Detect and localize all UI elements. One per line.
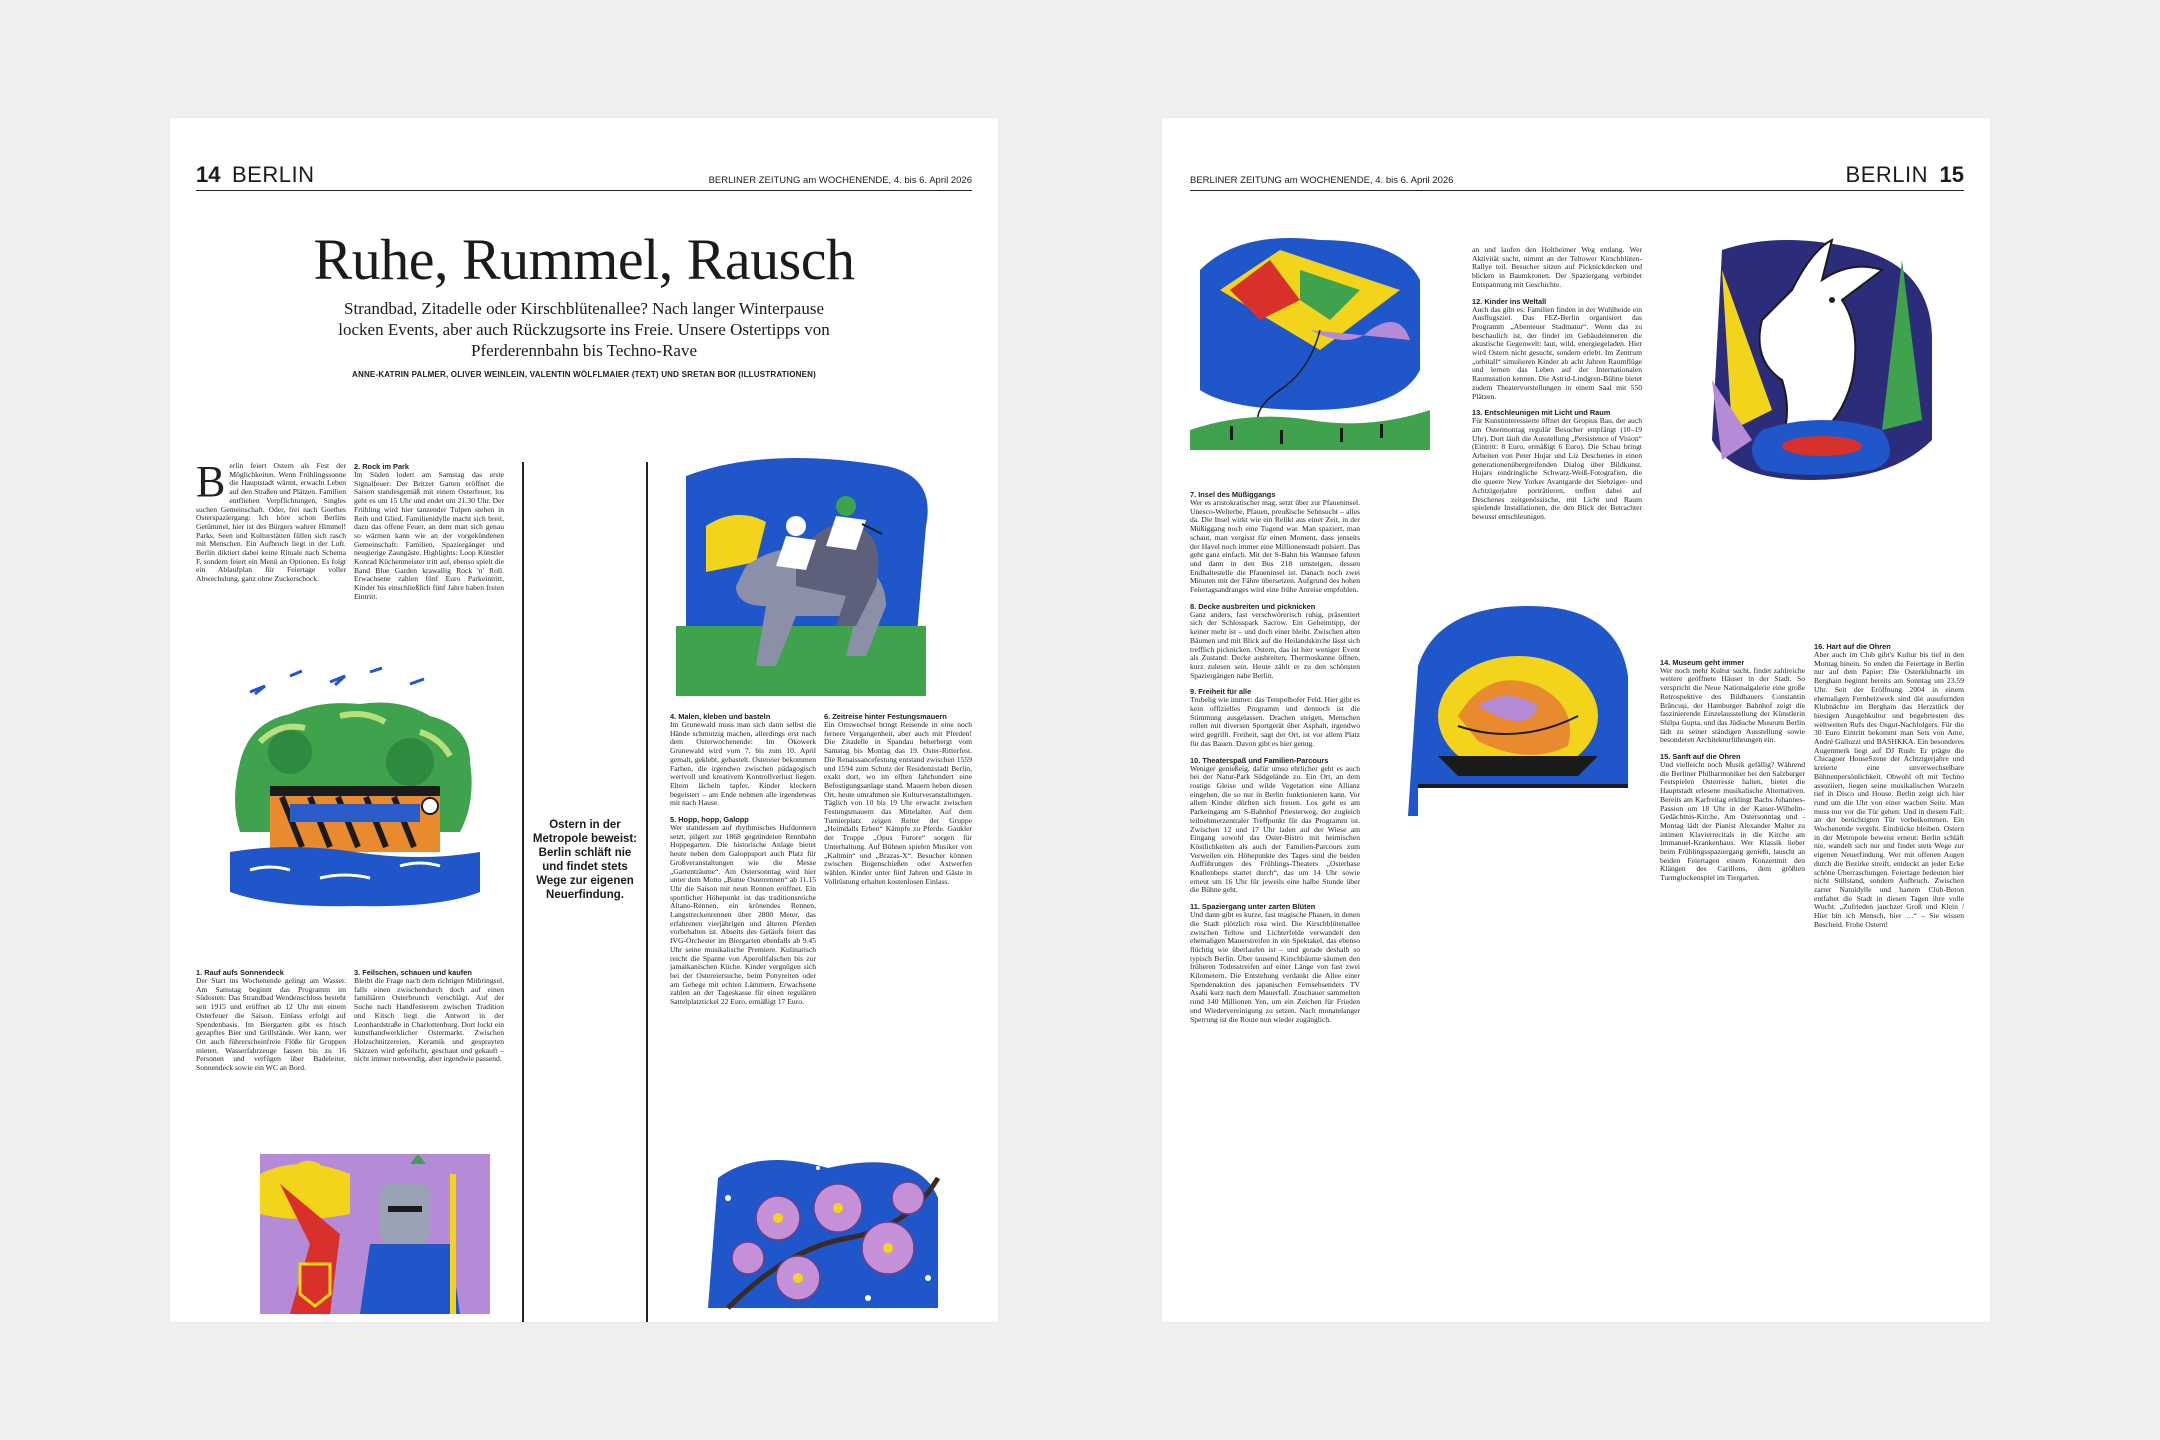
tip-text: Aber auch im Club gibt's Kultur bis tief in den Montag hinein. So enden die Feiertage in Berlin nur auf dem Papier: Die Osterklubnacht im Berghain beginnt bereits am Sonntag um 23.59 Uhr. Seit der Eröffnung 2004 in einem ehemaligen Fernheizwerk sind die ausufernden Klubnächte im Berghain das Herzstück der hiesigen Ausgehkultur und begehrtesten des weltweiten Rufs des Osgut-Nachfolgers. Für die 30 Euro Eintritt bekommt man Sets von Ame, André Galluzzi und BASHKKA. Ein besonderes Augenmerk liegt auf DJ Rush: Er prägte die Chicagoer HouseSzene der Achtzigerjahre und kreierte eine unverwechselbare Bühnenpersönlichkeit. Obwohl oft mit Techno assoziiert, liegen seine musikalischen Wurzeln tief in Disco und House. Berlin zeigt sich hier rund um die Uhr von einer wachen Seite. Man muss nur vor die Tür gehen: Und in diesem Fall: an der berüchtigten Tür vorbeikommen. Ein Wochenende vergeht. Eindrücke bleiben. Ostern in der Metropole beweist erneut: Berlin schläft nie, wandelt sich nur und findet stets Wege zur eigenen Neuerfindung. Wer mit offenen Augen durch die Bezirke streift, entdeckt an jeder Ecke schöne Überraschungen. Feiertage bedeuten hier nicht Stillstand, sondern Aufbruch. Zwischen zarter Natuidylle und hartem Club-Beton entfaltet die Stadt in diesen Tagen ihre volle Wucht. „Zufrieden jauchzet Groß und Klein / Hier bin ich Mensch, hier …“ – Sie wissen Bescheid. Frohe Ostern! [1814, 650, 1964, 929]
tip-text: Ganz anders, fast verschwörerisch ruhig, präsentiert sich der Schlosspark Sacrow. Ein Geheimtipp, der keiner mehr ist – und doch einer bleibt. Zwischen alten Bäumen und mit Blick auf die Heilandskirche lässt sich trefflich picknicken. Ostern, das ist hier weniger Event als Zustand: Decke ausbreiten, Thermoskanne öffnen, kurz zulesen sein. Heute zählt er zu den schönsten Spaziergängen nahe Berlin. [1190, 609, 1360, 680]
section-name: BERLIN [232, 162, 315, 187]
intro-text: erlin feiert Ostern als Fest der Möglichkeiten. Wenn Frühlingssonne die Hauptstadt wärmt, erwacht Leben auf den Straßen und Plätzen. Familien entfliehen Verpflichtungen, Singles suchen Gemeinschaft. Oder, frei nach Goethes Osterspaziergang: Ich höre schon Berlins Getümmel, hier ist des Bürgers wahrer Himmel! Parks, Seen und Kulturstätten füllen sich rasch mit Menschen. Ein Aufbruch liegt in der Luft. Berlin diktiert dabei keine Rituale nach Schema F, sondern feiert ein Menü an Optionen. Es folgt ein Ablaufplan für Feiertage voller Abwechslung, ganz ohne Zuckerschock. [196, 462, 346, 584]
tip-3 [354, 968, 504, 1178]
tip-title: 15. Sanft auf die Ohren [1660, 752, 1741, 762]
tip-7-11 [1190, 490, 1360, 1270]
pull-quote: Ostern in der Metropole beweist: Berlin schläft nie und findet stets Wege zur eigenen Neuerfindung. [532, 819, 638, 901]
tip-text: Bleibt die Frage nach dem richtigen Mitbringsel, falls einen zwischendurch doch auf einen familiären Osterbrunch verschlägt. Auf der Suche nach Handfesterem zwischen Tradition und Kitsch liegt die Antwort in der Leonhardstraße in Charlottenburg. Dort lockt ein kunsthandwerklicher Ostermarkt. Zwischen Holzschnitzereien, Keramik und gesprayten Skizzen wird gefeilscht, geschaut und gekauft – nicht immer notwendig, aber irgendwie passend. [354, 976, 504, 1064]
tip-title: 10. Theaterspaß und Familien-Parcours [1190, 755, 1329, 765]
newspaper-page-left [170, 118, 998, 1322]
tip-13-15 [1660, 642, 1805, 1262]
page-number: 14 [196, 162, 221, 187]
tip-text: Auch das gibt es: Familien finden in der Wuhlheide ein Ausflugsziel. Das FEZ-Berlin organisiert das Programm „Abenteuer Stadtnatur“. Wenn das zu beschaulich ist, der findet im Gebäudeinneren die akustische Gegenwelt: laut, wild, energiegeladen. Hier wird Ostern nicht gesucht, sondern erlebt. Im Zentrum „orbitall“ simulieren Kinder ab acht Jahren Raumflüge und lernen das Leben auf der Internationalen Raumstation kennen. Die Astrid-Lindgren-Bühne bietet zudem Theatervorstellungen in einem Saal mit 550 Plätzen. [1472, 304, 1642, 401]
section-name: BERLIN [1845, 162, 1928, 187]
tip-title: 5. Hopp, hopp, Galopp [670, 815, 749, 825]
cherry-blossom-illustration [708, 1158, 948, 1318]
headline: Ruhe, Rummel, Rausch [313, 227, 855, 292]
tip-1 [196, 968, 346, 1178]
tip-text: Im Süden lodert am Samstag das erste Signalfeuer: Der Britzer Garten eröffnet die Saison standesgemäß mit einem Osterfeuer, los geht es um 15 Uhr und endet um 21.30 Uhr. Der Frühling wird hier tanzender Tulpen stehen in Reih und Glied, Familienidylle macht sich breit, dazu das offene Feuer, an dem man sich genau so wärmen kann wie an der vorgekündenen Gemeinschaft: Familien, Spaziergänger und neugierige Zaungäste. Highlights: Loop Künstler Konrad Küchenmeister tritt auf, ebenso spielt die Band Blue Garden krawallig Rock 'n' Roll. Erwachsene zahlen fünf Euro Parkeintritt, Kinder bis einschließlich fünf Jahre haben freien Eintritt. [354, 470, 504, 601]
tip-title: 6. Zeitreise hinter Festungsmauern [824, 712, 947, 721]
tip-title: 3. Feilschen, schauen und kaufen [354, 968, 472, 977]
tip-16 [1814, 642, 1964, 1262]
tip-title: 2. Rock im Park [354, 462, 410, 471]
page-header [1190, 160, 1964, 191]
tip-text: Ein Ortswechsel bringt Reisende in eine noch fernere Vergangenheit, aber auch mit Pferden! Die Zitadelle in Spandau beherbergt vom Samstag bis Montag das 19. Oster-Ritterfest. Die Renaissancefestung entstand zwischen 1559 und 1594 zum Schutz der Residenzstadt Berlin, exakt dort, wo im elften Jahrhundert eine Befestigungsanlage stand. Mauern heben diesen Ort, heute umrahmen sie Kulturveranstaltungen. Täglich von 10 bis 19 Uhr erwacht zwischen Festungsmauern das Mittelalter. Auf dem Turnierplatz zeigen Reiter der Gruppe „Heimdalls Erben“ Kämpfe zu Pferde. Gaukler der Truppe „Opus Furore“ sorgen für Unterhaltung. Auf Bühnen spielen Musiker von „Kaltmin“ und „Brazas-X“. Besucher können zwischen Bogenschießen oder Axtwerfen wählen. Kinder unter fünf Jahren und Gäste in Vollrüstung erhalten kostenlosen Einlass. [824, 720, 972, 886]
kite-illustration [1190, 230, 1430, 470]
rabbit-dj-illustration [1702, 230, 1952, 480]
tip-text: Weniger genießeig, dafür umso ehrlicher geht es auch bei der Natur-Park Südgelände zu. Ein Ort, an dem rostige Gleise und wilde Vegetation eine Allianz eingehen, die so nur in Berlin funktionieren kann. Vor allem Kinder dürften sich freuen. Los geht es am Parkeingang am S-Bahnhof Priesterweg, der zugleich teilnehmerzentraler Treffpunkt für das Programm ist. Zwischen 12 und 17 Uhr laden auf der Wiese am Eingang sowohl das Oster-Bistro mit heimischen Köstlichkeiten als auch der Familien-Parcours zum Verweilen ein. Höhepunkte des Tages sind die beiden Aufführungen des Frühlings-Theaters „Osterhase Knallenbeps startet durch“, das um 14 Uhr sowie erneut um 16 Uhr für jeweils eine halbe Stunde über die Bühne geht. [1190, 763, 1360, 895]
tip-title: 9. Freiheit für alle [1190, 687, 1252, 697]
tip-4-5 [670, 712, 816, 1152]
tip-text: Für Kunstinteressierte öffnet der Gropius Bau, der auch am Ostermontag regulär Besucher empfängt (10–19 Uhr). Dort läuft die Ausstellung „Persistence of Vision“ (Eintritt: 8 Euro, ermäßigt 6 Euro). Die Schau bringt Arbeiten von Peter Hujar und Liz Deschenes in einen generationenübergreifenden Dialog über Bildkunst. Hujars eindringliche Schwarz-Weiß-Fotografien, die die queere New Yorker Avantgarde der Siebziger- und Achtzigerjahre porträtieren, treffen dabei auf Deschenes zeitgenössische, mit Licht und Raum spielende Installationen, die den Blick der Betrachter bewusst entschleunigen. [1472, 416, 1642, 521]
page-number: 15 [1939, 162, 1964, 187]
tip-title: 16. Hart auf die Ohren [1814, 642, 1891, 651]
tip-title: 13. Entschleunigen mit Licht und Raum [1472, 408, 1611, 418]
column-rule [522, 462, 524, 1322]
tip-title: 12. Kinder ins Weltall [1472, 296, 1547, 306]
tip-text: Im Grunewald muss man sich dann selbst die Hände schmutzig machen, allerdings erst nach dem Osterwochenende: Im Ökowerk Grunewald wird vom 7. bis zum 10. April gemalt, geklebt, gebastelt. Ostereier bekommen Farben, die irgendwo zwischen pädagogisch wertvoll und kreativem Kontrollverlust liegen. Eltern lächeln tapfer, Kinder kleckern begeistert – am Ende nehmen alle irgendetwas mit nach Hause. [670, 720, 816, 808]
byline: ANNE-KATRIN PALMER, OLIVER WEINLEIN, VALENTIN WÖLFLMAIER (TEXT) UND SRETAN BOR (ILLUSTRATIONEN) [351, 370, 816, 379]
tip-title: 11. Spaziergang unter zarten Blüten [1190, 902, 1316, 912]
boat-illustration [230, 652, 480, 952]
tip-text: Der Start ins Wochenende gelingt am Wasser. Am Samstag beginnt das Programm im Südosten: Das Strandbad Wendenschloss besteht seit 1915 und eröffnet ab 12 Uhr mit einem Osterfeuer die Saison. Einlass erfolgt auf Spendenbasis. Im Biergarten gibt es frisch gezapftes Bier und Grillstände. Wer kann, wer Ort auch führerscheinfreie Flöße für Gruppen mieten. Wasserfahrzeuge fassen bis zu 16 Personen und verfügen über Badeleiter, Sonnendeck sowie ein WC an Bord. [196, 976, 346, 1073]
tip-text: Und vielleicht noch Musik gefällig? Während die Berliner Philharmoniker bei den Salzburger Festspielen Osterresse halten, bietet die Hauptstadt erlesene musikalische Alternativen. Bereits am Karfreitag erklingt Bachs Johannes-Passion um 18 Uhr in der Kaiser-Wilhelm-Gedächtnis-Kirche. Am Ostersonntag und -Montag lädt der Pianist Alexander Malter zu intimen Klavierrecitals in die Kirche am Immanuel-Krankenhaus. Wer Klassik lieber beim Frühlingsspaziergang genießt, lauscht an beiden Feiertagen einem Konzertmit den Klängen des Carillons, dem größten Turmglockenspiel im Tiergarten. [1660, 760, 1805, 883]
continuation-text: an und laufen den Holtheimer Weg entlang. Wer Aktivität sucht, nimmt an der Teltower Kirschblüten-Rallye teil. Besucher sitzen auf Picknickdecken und blicken in Baumkronen. Der Spaziergang verbindet Entspannung mit Geschichte. [1472, 246, 1642, 289]
tip-11-13 [1472, 246, 1642, 646]
tip-text: Trubelig wie immer: das Tempelhofer Feld. Hier gibt es kein offizielles Programm und dennoch ist die Stimmung ausgelassen. Drachen steigen, Menschen rollen mit diversen Sportgerät über Asphalt, irgendwo wird gegrillt. Freiheit, sagt der Ort, ist vor allem Platz für das Bauen. Davon gibt es hier genug. [1190, 695, 1360, 748]
tip-title: 8. Decke ausbreiten und picknicken [1190, 601, 1316, 611]
horse-race-illustration [676, 456, 946, 696]
tip-title: 14. Museum geht immer [1660, 657, 1745, 667]
issue-date: BERLINER ZEITUNG am WOCHENENDE, 4. bis 6. April 2026 [708, 175, 972, 186]
tip-text: Und dann gibt es kurze, fast magische Phasen, in denen die Stadt plötzlich rosa wird. Die Kirschblütenallee zwischen Teltow und Lichterfelde verwandelt den ehemaligen Mauerstreifen in ein Spektakel, das ebenso flüchtig wie überlaufen ist – und gerade deshalb so typisch Berlin. Über tausend Kirschbäume säumen den früheren Todesstreifen auf einer Länge von fast zwei Kilometern. Die Entstehung verdankt die Allee einer Spendenaktion des japanischen Fernsehsenders TV Asahi kurz nach dem Mauerfall. Zuschauer sammelten rund 140 Millionen Yen, um ein Zeichen für Frieden und Wiedervereinigung zu setzen. Nach monatelanger Sperrung ist die Route nun wieder zugänglich. [1190, 910, 1360, 1024]
tip-text: Wer noch mehr Kultur sucht, findet zahlreiche weitere geöffnete Häuser in der Stadt. So verspricht die Neue Nationalgalerie eine große Retrospektive des Bildhauers Constantin Brâncuși, der Hamburger Bahnhof zeigt die faszinierende Einzelausstellung der Künstlerin Shilpa Gupta, und das Jüdische Museum Berlin lädt zu seiner ständigen Ausstellung sowie besonderen Architekturführungen ein. [1660, 665, 1805, 745]
tip-title: 7. Insel des Müßiggangs [1190, 490, 1276, 499]
page-header [196, 160, 972, 191]
tip-6 [824, 712, 972, 1152]
tip-title: 4. Malen, kleben und basteln [670, 712, 771, 721]
tip-text: Wer es aristokratischer mag, setzt über zur Pfaueninsel. Unesco-Welterbe, Pfauen, preußische Sehnsucht – alles da. Die Insel wirkt wie ein Relikt aus einer Zeit, in der Müßiggang noch eine Tugend war. Man spaziert, man schaut, man vergisst für einen Moment, dass jenseits der Havel noch immer eine Millionenstadt pulsiert. Das geht ganz einfach. Mit der S-Bahn bis Wannsee fahren und dann in den Bus 218 umsteigen, dessen Endhaltestelle die Pfaueninsel ist. Danach noch zwei Minuten mit der Fähre übersetzen. Aufgrund des hohen Feiertagsandranges wird eine frühe Anreise empfohlen. [1190, 498, 1360, 595]
knight-illustration [260, 1154, 490, 1314]
issue-date: BERLINER ZEITUNG am WOCHENENDE, 4. bis 6. April 2026 [1190, 175, 1454, 186]
tip-title: 1. Rauf aufs Sonnendeck [196, 968, 284, 977]
column-rule [646, 462, 648, 1322]
sculpture-illustration [1398, 606, 1638, 856]
tip-text: Wer stattdessen auf rhythmisches Hufdonnern setzt, pilgert zur 1868 gegründeten Rennbahn Hoppegarten. Die historische Anlage bietet heute neben dem Galoppsport auch Platz für Großveranstaltungen wie die Messe „Gartenträume“. Am Ostersonntag wird hier unter dem Motto „Bunte Osterrennen“ ab 11.15 Uhr die Saison mit neun Rennen eröffnet. Ein sportlicher Höhepunkt ist das traditionsreiche Altano-Rennen, ein krönendes Rennen, Langstreckenrennen über 2800 Meter, das erfahrenen vierjährigen und älteren Pferden vorbehalten ist. Abseits des Geläufs feiert das IVG-Orchester im Biergarten ebenfalls ab 9.45 Uhr seine musikalische Premiere. Kulinarisch reicht die Spanne von Aperoltfalschen bis zur jamaikanischen Küche. Kinder vergnügen sich bei der Ostereiersuche, beim Ponyreiten oder am Gehege mit echten Lämmern. Erwachsene zahlen an der Tageskasse für einen regulären Sattelplatztickel 22 Euro, ermäßigt 17 Euro. [670, 823, 816, 1007]
drop-cap: B [196, 462, 226, 506]
newspaper-page-right [1162, 118, 1990, 1322]
tip-text [1660, 642, 1805, 651]
deck: Strandbad, Zitadelle oder Kirschblütenallee? Nach langer Winterpause locken Events, aber auch Rückzugsorte ins Freie. Unsere Ostertipps von Pferderennbahn bis Techno-Rave [338, 299, 830, 360]
